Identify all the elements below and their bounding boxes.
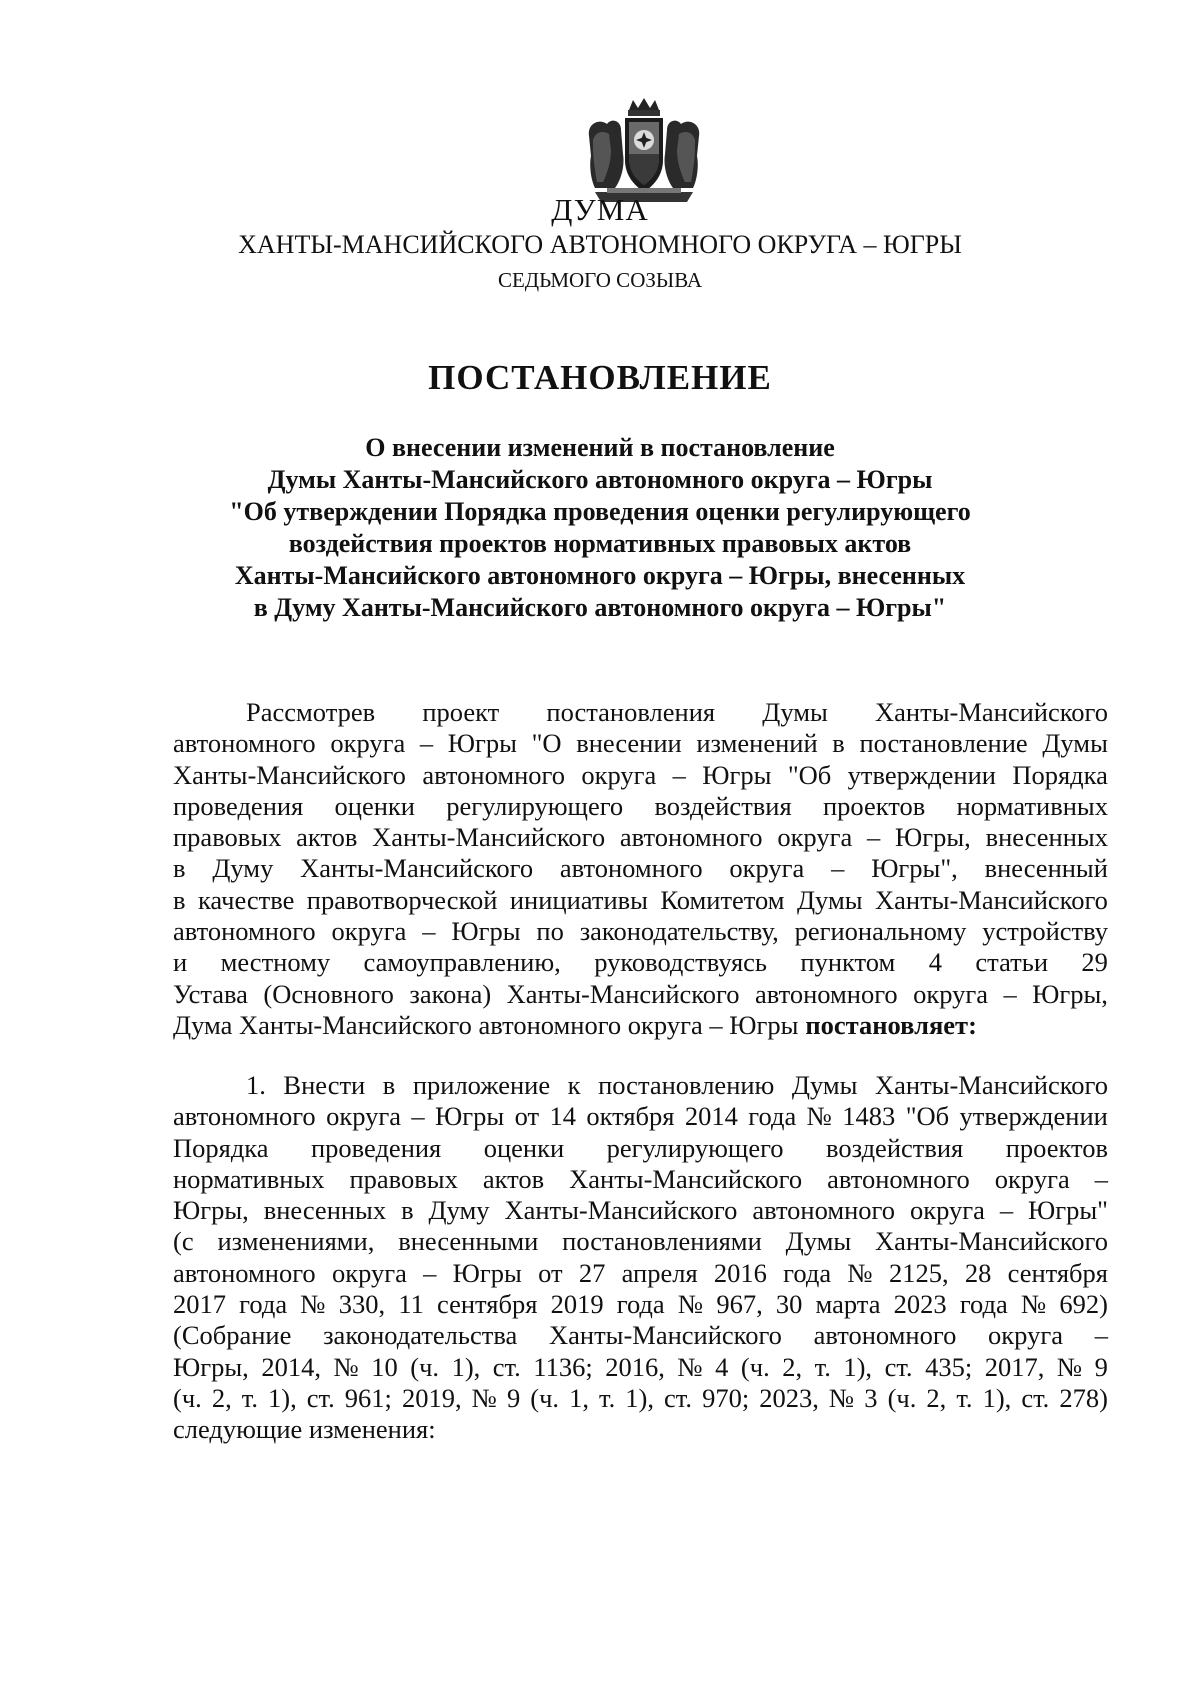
word: "О [531,728,562,759]
word: устройству [982,916,1108,947]
word: – [419,728,434,759]
word: изменениями, [217,1226,375,1257]
word: т. [956,1382,973,1413]
paragraph-line [173,1258,1108,1289]
word: законодательству, [579,916,779,947]
word: Думы [791,1070,858,1100]
word: правовых [173,822,282,853]
word: 435; [925,1351,973,1382]
word: нормативных [956,790,1108,821]
word: – [672,759,686,790]
word: Порядка [1012,759,1108,790]
word: качестве [197,884,295,915]
word: Югры", [871,853,958,884]
word: воздействия [654,790,792,821]
paragraph-line [173,1195,1108,1226]
word: сентября [1007,1257,1108,1288]
word: 2017 [173,1289,226,1320]
word: 2, [782,1351,803,1382]
word: ст. [884,1351,913,1382]
word: Думы [796,884,863,915]
word: 27 [578,1257,606,1288]
word: оценки [334,790,415,821]
paragraph-line [173,1352,1108,1383]
word: 692) [1059,1289,1108,1320]
word: Ханты-Мансийского [569,1163,803,1194]
word: проектов [822,790,926,821]
word: в [173,853,186,884]
word: Ханты-Мансийского [372,822,606,853]
word: Ханты-Мансийского [300,853,534,884]
word: № [333,1351,359,1382]
paragraph-line [173,1320,1108,1351]
paragraph-line [173,1070,1108,1101]
word: № [471,1382,497,1413]
word: закона) [409,978,492,1009]
word: № [806,1101,832,1132]
word: 961; [344,1382,392,1413]
title-line: Ханты-Мансийского автономного округа – Югры, внесенных [234,561,966,590]
word: Думы [785,1226,852,1257]
word: по [536,916,564,947]
word: 2, [926,1382,947,1413]
word: автономного [827,1163,970,1194]
word: октября [586,1101,675,1132]
word: к [567,1070,581,1100]
word: 1), [625,1382,654,1413]
convocation: СЕДЬМОГО СОЗЫВА [497,268,703,292]
title-line: в Думу Ханты-Мансийского автономного округа – Югры" [253,593,947,622]
word: 2023, [759,1382,819,1413]
word: – [999,1195,1014,1226]
word: автономного [559,853,703,884]
title-line: воздействия проектов нормативных правовых актов [288,529,912,558]
word: приложение [412,1070,551,1100]
word: 278) [1059,1382,1108,1413]
word: оценки [483,1132,565,1163]
word: утверждении [959,1101,1108,1132]
word: 11 [398,1289,424,1320]
resolves-text: постановляет: [805,1009,977,1040]
word: округа [330,728,406,759]
word: № [1056,1351,1083,1382]
word: округа [909,1195,985,1226]
word: 28 [964,1257,992,1288]
word: воздействия [826,1132,964,1163]
word: т. [241,1382,258,1413]
word: 2017, [984,1351,1045,1382]
word: 2019 [550,1289,604,1320]
word: № [300,1289,326,1320]
word: (с [173,1226,194,1257]
word: – [422,916,436,947]
word: нормативных [173,1163,325,1194]
word: 10 [371,1351,398,1382]
word: Югры [452,1257,522,1288]
word: ст. [664,1382,693,1413]
word: внесенных [985,822,1108,853]
paragraph-line [173,822,1108,853]
word: 330, [338,1289,386,1320]
word: – [831,853,845,884]
word: законодательства [323,1320,518,1351]
word: внесенных [263,1195,387,1226]
word: 9 [1094,1351,1108,1382]
word: постановлениями [562,1226,762,1257]
word: 4 [715,1351,729,1382]
word: 2, [211,1382,232,1413]
word: пунктом [800,947,896,978]
paragraph-line [173,791,1108,822]
paragraph-line [173,947,1108,978]
word: регулирующего [606,1132,784,1163]
word: 2016 [713,1257,767,1288]
word: постановлению [598,1070,775,1100]
paragraph-line [173,1133,1108,1164]
word: 2016, [605,1351,665,1382]
word: и [173,947,188,978]
word: актов [296,822,358,853]
word: Югры [451,916,521,947]
word: (ч. [887,1382,917,1413]
word: внесении [576,728,682,759]
paragraph-line [173,1164,1108,1195]
word: "Об [787,759,832,790]
word: Ханты-Мансийского [875,1070,1108,1100]
word: от [514,1101,540,1132]
item-1-paragraph [173,1070,1108,1446]
word: Думу [428,1195,490,1226]
word: 9 [506,1382,521,1413]
text-run: Дума Ханты-Мансийского автономного округа – Югры [173,1009,799,1040]
word: правотворческой [306,884,498,915]
word: апреля [621,1257,698,1288]
word: ст. [1021,1382,1050,1413]
word: 2019, [401,1382,462,1413]
word: округа [331,916,407,947]
word: (ч. [173,1382,202,1413]
paragraph-line [173,1101,1108,1132]
word: округа [994,1163,1070,1194]
word: ст. [306,1382,335,1413]
word: 1), [268,1382,297,1413]
word: в [401,1195,414,1226]
word: 2014, [261,1351,321,1382]
word: 30 [775,1289,803,1320]
word: Порядка [173,1132,269,1163]
coat-of-arms-icon [581,96,707,206]
word: от [538,1257,563,1288]
word: 2014 [684,1101,738,1132]
word: 1), [982,1382,1012,1413]
word: Югры [435,1101,505,1132]
paragraph-line [173,760,1108,791]
word: статьи [975,947,1048,978]
word: – [867,822,881,853]
word: автономного [173,1101,316,1132]
word: № [828,1382,855,1413]
word: округа [331,1257,407,1288]
word: 1), [451,1351,481,1382]
word: Югры, [1032,978,1108,1009]
word: Югры" [1028,1195,1108,1226]
word: 14 [549,1101,576,1132]
word: № [677,1351,703,1382]
word: проектов [1005,1132,1108,1163]
word: 1, [569,1382,589,1413]
word: (ч. [530,1382,560,1413]
word: 3 [864,1382,878,1413]
word: округа [913,978,989,1009]
title-line: О внесении изменений в постановление [365,433,835,462]
word: Думу [212,853,274,884]
paragraph-line [173,1010,1108,1041]
word: – [1094,1163,1108,1194]
word: автономного [619,822,763,853]
word: т. [599,1382,616,1413]
paragraph-line [173,1289,1108,1320]
word: (ч. [740,1351,770,1382]
word: проведения [173,790,304,821]
word: руководствуясь [594,947,767,978]
word: 4 [928,947,942,978]
word: постановление [859,728,1028,759]
word: местному [220,947,331,978]
word: автономного [173,728,316,759]
word: Ханты-Мансийского [874,884,1108,915]
word: автономного [813,1320,957,1351]
word: Ханты-Мансийского [548,1320,782,1351]
word: внесенный [984,853,1108,884]
paragraph-line [173,697,1108,728]
word: актов [482,1163,545,1194]
organization-name: ДУМА [551,192,649,227]
word: автономного [422,759,565,790]
word: округа [326,1101,401,1132]
word: № [1020,1289,1047,1320]
word: внесенными [398,1226,539,1257]
word: 970; [702,1382,750,1413]
paragraph-line [173,1414,1108,1445]
word: Ханты-Мансийского [506,978,740,1009]
word: 2125, [888,1257,949,1288]
word: сентября [437,1289,538,1320]
word: Югры, [173,1195,249,1226]
word: – [411,1101,425,1132]
region-name: ХАНТЫ-МАНСИЙСКОГО АВТОНОМНОГО ОКРУГА – ЮГРЫ [238,230,962,259]
paragraph-line [173,1226,1108,1257]
word: утверждении [847,759,996,790]
paragraph-line [173,916,1108,947]
word: года [616,1289,665,1320]
word: регулирующего [446,790,624,821]
word: – [1094,1320,1108,1351]
word: 1. [246,1070,266,1100]
preamble-paragraph [173,697,1108,1041]
title-line: Думы Ханты-Мансийского автономного округа – Югры [267,465,933,494]
word: 1136; [533,1351,593,1382]
paragraph-line [173,853,1108,884]
word: Югры, [895,822,971,853]
word: 2023 [893,1289,947,1320]
word: Рассмотрев [246,697,376,727]
word: правовых [349,1163,458,1194]
word: в [832,728,845,759]
word: инициативы [509,884,648,915]
title-line: "Об утверждении Порядка проведения оценки регулирующего [229,497,971,526]
word: Ханты-Мансийского [875,1226,1108,1257]
word: Ханты-Мансийского [504,1195,738,1226]
word: автономного [173,1257,316,1288]
word: ст. [492,1351,521,1382]
word: № [677,1289,704,1320]
word: (Собрание [173,1320,292,1351]
word: "Об [905,1101,950,1132]
word: Ханты-Мансийского [875,697,1108,727]
word: 1), [843,1351,873,1382]
paragraph-line [173,728,1108,759]
word: года [959,1289,1008,1320]
word: (ч. [410,1351,440,1382]
word: автономного [754,978,898,1009]
document-title [160,432,1040,624]
word: изменений [696,728,818,759]
word: Внести [283,1070,366,1100]
word: проект [422,697,500,727]
word: Югры [447,728,517,759]
word: (Основного [263,978,394,1009]
word: – [423,1257,437,1288]
word: округа [581,759,657,790]
word: Думы [762,697,828,727]
word: 967, [716,1289,763,1320]
word: 1483 [842,1101,896,1132]
word: постановления [546,697,716,727]
word: Комитетом [660,884,785,915]
word: – [1003,978,1017,1009]
paragraph-line [173,885,1108,916]
word: марта [815,1289,881,1320]
paragraph-line [173,1383,1108,1414]
word: 29 [1081,947,1108,978]
word: региональному [794,916,967,947]
word: самоуправлению, [363,947,561,978]
word: Югры, [173,1351,249,1382]
document-type: ПОСТАНОВЛЕНИЕ [428,358,772,397]
word: года [748,1101,797,1132]
word: Устава [173,978,248,1009]
word: в [173,884,186,915]
word: Ханты-Мансийского [173,759,406,790]
paragraph-line [173,979,1108,1010]
word: проведения [311,1132,442,1163]
word: Югры [702,759,772,790]
word: года [783,1257,832,1288]
word: в [382,1070,396,1100]
word: округа [729,853,805,884]
word: округа [777,822,853,853]
word: Думы [1042,728,1108,759]
word: автономного [173,916,316,947]
text-run: следующие изменения: [173,1414,436,1445]
word: № [847,1257,873,1288]
word: округа [988,1320,1063,1351]
word: т. [814,1351,831,1382]
word: автономного [752,1195,896,1226]
word: года [239,1289,288,1320]
